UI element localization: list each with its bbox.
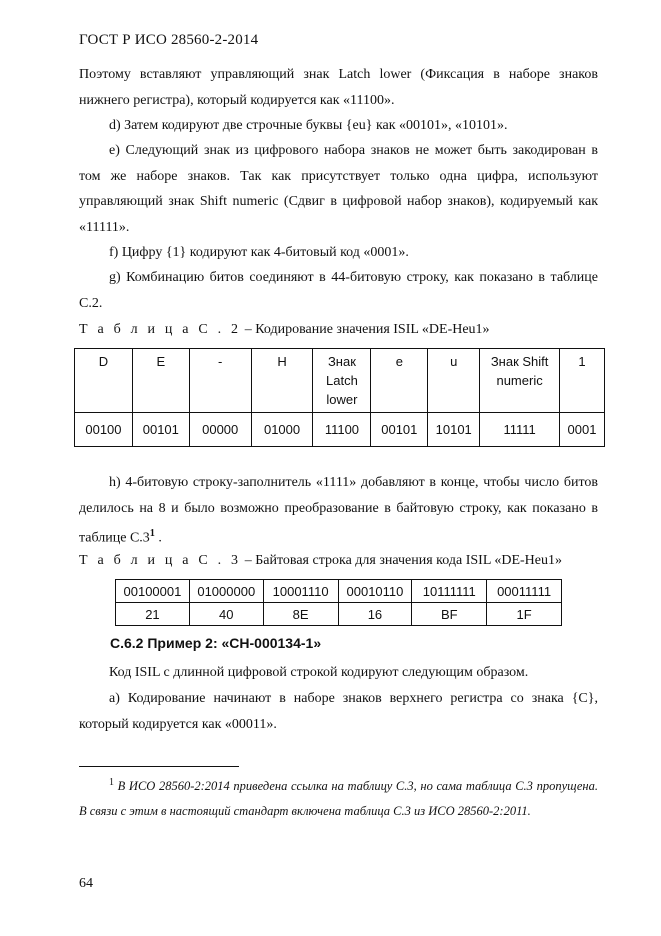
table-c3-hex-row: [116, 603, 562, 626]
table-cell: e: [371, 349, 428, 413]
table-cell: 1F: [487, 603, 562, 626]
table-cell: 01000000: [189, 580, 263, 603]
table-cell: 16: [338, 603, 412, 626]
table-cell: Знак Latch lower: [313, 349, 371, 413]
paragraph-h: [79, 470, 598, 551]
table-cell: D: [75, 349, 133, 413]
table-cell: 00101: [132, 413, 189, 447]
table-cell: -: [189, 349, 251, 413]
section-heading: С.6.2 Пример 2: «CH-000134-1»: [110, 635, 322, 651]
paragraph-isil: Код ISIL с длинной цифровой строкой кодируют следующим образом.: [109, 665, 529, 680]
table-c3-caption: [79, 553, 562, 569]
table-cell: BF: [412, 603, 487, 626]
table-c3-bits-row: [116, 580, 562, 603]
table-cell: 00100: [75, 413, 133, 447]
table-c2-header-row: [75, 349, 605, 413]
table-cell: 00100001: [116, 580, 190, 603]
table-cell: 21: [116, 603, 190, 626]
table-cell: 0001: [560, 413, 605, 447]
table-c3-label: Т а б л и ц а С . 3: [79, 553, 242, 568]
table-c3-title: – Байтовая строка для значения кода ISIL «DE-Heu1»: [241, 553, 563, 568]
table-cell: u: [428, 349, 480, 413]
table-cell: 1: [560, 349, 605, 413]
table-cell: Знак Shift numeric: [480, 349, 560, 413]
paragraph-f: f) Цифру {1} кодируют как 4-битовый код «0001».: [109, 245, 409, 260]
table-cell: 11100: [313, 413, 371, 447]
table-cell: 40: [189, 603, 263, 626]
table-cell: 00101: [371, 413, 428, 447]
table-cell: 01000: [251, 413, 313, 447]
table-c2-caption: [79, 322, 490, 338]
table-cell: H: [251, 349, 313, 413]
table-cell: 11111: [480, 413, 560, 447]
table-c3: [115, 579, 562, 626]
footnote-mark: 1: [109, 777, 114, 788]
footnote-divider: [79, 766, 239, 767]
table-cell: 00011111: [487, 580, 562, 603]
page-number: 64: [79, 876, 93, 891]
table-cell: 10101: [428, 413, 480, 447]
paragraph-a: a) Кодирование начинают в наборе знаков верхнего регистра со знака {C}, который кодируется как «00011».: [79, 691, 598, 732]
table-cell: E: [132, 349, 189, 413]
paragraph-h-text: h) 4-битовую строку-заполнитель «1111» добавляют в конце, чтобы число битов делилось на 8 и было возможно преобразование в байтовую строку, как показано в таблице С.3: [79, 475, 598, 546]
table-cell: 10111111: [412, 580, 487, 603]
table-c2-title: – Кодирование значения ISIL «DE-Heu1»: [241, 322, 490, 337]
table-c2-label: Т а б л и ц а С . 2: [79, 322, 242, 337]
table-cell: 00010110: [338, 580, 412, 603]
paragraph-h-end: .: [154, 530, 162, 546]
table-cell: 10001110: [263, 580, 338, 603]
paragraph-g: g) Комбинацию битов соединяют в 44-битовую строку, как показано в таблице С.2.: [79, 270, 598, 311]
table-cell: 00000: [189, 413, 251, 447]
paragraph-e: e) Следующий знак из цифрового набора знаков не может быть закодирован в том же наборе знаков. Так как присутствует только одна цифра, используют управляющий знак Shift numeric (Сдвиг в цифровой набор знаков), кодируемый как «11111».: [79, 143, 598, 235]
document-header: ГОСТ Р ИСО 28560-2-2014: [79, 32, 259, 48]
table-c2-bits-row: [75, 413, 605, 447]
paragraph-d: d) Затем кодируют две строчные буквы {eu} как «00101», «10101».: [109, 118, 508, 133]
footnote: [79, 770, 598, 824]
table-cell: 8E: [263, 603, 338, 626]
table-c2: [74, 348, 605, 447]
footnote-text: В ИСО 28560-2:2014 приведена ссылка на таблицу С.3, но сама таблица С.3 пропущена. В связи с этим в настоящий стандарт включена таблица С.3 из ИСО 28560-2:2011.: [79, 779, 598, 819]
footnote-ref: 1: [149, 528, 155, 539]
paragraph-latch-lower: Поэтому вставляют управляющий знак Latch lower (Фиксация в наборе знаков нижнего регистра), который кодируется как «11100».: [79, 67, 598, 108]
